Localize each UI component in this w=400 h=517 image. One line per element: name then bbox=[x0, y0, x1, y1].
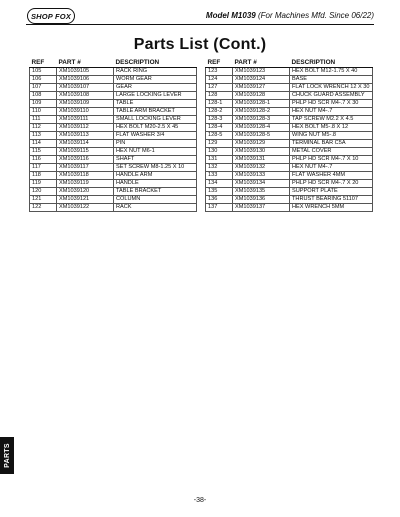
cell-part-number: XM1039134 bbox=[233, 180, 290, 188]
cell-ref: 128 bbox=[206, 92, 233, 100]
table-row bbox=[206, 164, 373, 172]
logo-text: SHOP FOX bbox=[30, 11, 72, 21]
table-header-row bbox=[30, 58, 197, 68]
table-row bbox=[206, 108, 373, 116]
table-row bbox=[30, 124, 197, 132]
cell-ref: 136 bbox=[206, 196, 233, 204]
cell-ref: 128-1 bbox=[206, 100, 233, 108]
cell-description: WORM GEAR bbox=[114, 76, 197, 84]
column-header-description: DESCRIPTION bbox=[290, 58, 373, 68]
table-row bbox=[30, 204, 197, 212]
cell-ref: 135 bbox=[206, 188, 233, 196]
cell-description: FLAT WASHER 3/4 bbox=[114, 132, 197, 140]
cell-ref: 134 bbox=[206, 180, 233, 188]
cell-description: HEX NUT M6-1 bbox=[114, 148, 197, 156]
cell-ref: 137 bbox=[206, 204, 233, 212]
table-row bbox=[30, 92, 197, 100]
cell-description: TABLE BRACKET bbox=[114, 188, 197, 196]
cell-part-number: XM1039109 bbox=[57, 100, 114, 108]
cell-ref: 133 bbox=[206, 172, 233, 180]
table-row bbox=[206, 92, 373, 100]
cell-part-number: XM1039116 bbox=[57, 156, 114, 164]
column-header-part: PART # bbox=[233, 58, 290, 68]
cell-ref: 128-3 bbox=[206, 116, 233, 124]
cell-part-number: XM1039131 bbox=[233, 156, 290, 164]
parts-table-right bbox=[205, 58, 373, 212]
cell-part-number: XM1039122 bbox=[57, 204, 114, 212]
cell-description: THRUST BEARING 51107 bbox=[290, 196, 373, 204]
table-row bbox=[30, 132, 197, 140]
table-row bbox=[30, 84, 197, 92]
parts-tables bbox=[29, 58, 373, 212]
cell-ref: 122 bbox=[30, 204, 57, 212]
cell-part-number: XM1039127 bbox=[233, 84, 290, 92]
cell-ref: 131 bbox=[206, 156, 233, 164]
cell-ref: 106 bbox=[30, 76, 57, 84]
cell-part-number: XM1039132 bbox=[233, 164, 290, 172]
cell-ref: 121 bbox=[30, 196, 57, 204]
cell-part-number: XM1039136 bbox=[233, 196, 290, 204]
table-row bbox=[30, 140, 197, 148]
cell-ref: 120 bbox=[30, 188, 57, 196]
page-title: Parts List (Cont.) bbox=[133, 36, 267, 53]
cell-part-number: XM1039114 bbox=[57, 140, 114, 148]
table-row bbox=[206, 116, 373, 124]
cell-part-number: XM1039128 bbox=[233, 92, 290, 100]
cell-ref: 129 bbox=[206, 140, 233, 148]
table-row bbox=[206, 172, 373, 180]
table-row bbox=[30, 156, 197, 164]
cell-ref: 107 bbox=[30, 84, 57, 92]
table-row bbox=[30, 76, 197, 84]
cell-description: HEX NUT M4-.7 bbox=[290, 108, 373, 116]
cell-description: CHUCK GUARD ASSEMBLY bbox=[290, 92, 373, 100]
cell-ref: 117 bbox=[30, 164, 57, 172]
table-row bbox=[206, 84, 373, 92]
cell-description: RACK bbox=[114, 204, 197, 212]
table-row bbox=[206, 148, 373, 156]
cell-description: SUPPORT PLATE bbox=[290, 188, 373, 196]
table-row bbox=[30, 164, 197, 172]
cell-description: SET SCREW M8-1.25 X 10 bbox=[114, 164, 197, 172]
cell-part-number: XM1039111 bbox=[57, 116, 114, 124]
header-divider bbox=[26, 24, 374, 25]
cell-description: TABLE ARM BRACKET bbox=[114, 108, 197, 116]
cell-part-number: XM1039128-1 bbox=[233, 100, 290, 108]
cell-description: TABLE bbox=[114, 100, 197, 108]
table-row bbox=[30, 188, 197, 196]
table-row bbox=[206, 100, 373, 108]
model-note: (For Machines Mfd. Since 06/22) bbox=[257, 11, 374, 20]
model-header bbox=[206, 11, 374, 20]
cell-ref: 116 bbox=[30, 156, 57, 164]
cell-ref: 105 bbox=[30, 68, 57, 76]
cell-description: BASE bbox=[290, 76, 373, 84]
table-row bbox=[206, 204, 373, 212]
table-row bbox=[30, 100, 197, 108]
cell-description: COLUMN bbox=[114, 196, 197, 204]
cell-part-number: XM1039113 bbox=[57, 132, 114, 140]
column-header-ref: REF bbox=[30, 58, 57, 68]
cell-ref: 128-5 bbox=[206, 132, 233, 140]
cell-description: HEX BOLT M12-1.75 X 40 bbox=[290, 68, 373, 76]
cell-description: LARGE LOCKING LEVER bbox=[114, 92, 197, 100]
cell-part-number: XM1039120 bbox=[57, 188, 114, 196]
cell-ref: 114 bbox=[30, 140, 57, 148]
cell-description: PHLP HD SCR M4-.7 X 30 bbox=[290, 100, 373, 108]
cell-description: HEX WRENCH 5MM bbox=[290, 204, 373, 212]
table-row bbox=[206, 68, 373, 76]
table-row bbox=[206, 140, 373, 148]
cell-part-number: XM1039118 bbox=[57, 172, 114, 180]
cell-ref: 109 bbox=[30, 100, 57, 108]
table-row bbox=[30, 108, 197, 116]
cell-ref: 128-2 bbox=[206, 108, 233, 116]
page-number: -38- bbox=[193, 497, 207, 504]
cell-description: PHLP HD SCR M4-.7 X 10 bbox=[290, 156, 373, 164]
cell-description: PHLP HD SCR M4-.7 X 20 bbox=[290, 180, 373, 188]
cell-part-number: XM1039107 bbox=[57, 84, 114, 92]
cell-ref: 119 bbox=[30, 180, 57, 188]
cell-description: HEX NUT M4-.7 bbox=[290, 164, 373, 172]
cell-description: METAL COVER bbox=[290, 148, 373, 156]
cell-part-number: XM1039121 bbox=[57, 196, 114, 204]
cell-description: SMALL LOCKING LEVER bbox=[114, 116, 197, 124]
table-row bbox=[30, 172, 197, 180]
parts-section-tab bbox=[0, 437, 14, 474]
table-row bbox=[206, 76, 373, 84]
cell-description: GEAR bbox=[114, 84, 197, 92]
table-header-row bbox=[206, 58, 373, 68]
cell-description: HEX BOLT M20-2.5 X 45 bbox=[114, 124, 197, 132]
table-row bbox=[206, 124, 373, 132]
cell-part-number: XM1039115 bbox=[57, 148, 114, 156]
column-header-description: DESCRIPTION bbox=[114, 58, 197, 68]
cell-part-number: XM1039124 bbox=[233, 76, 290, 84]
table-row bbox=[206, 156, 373, 164]
cell-ref: 115 bbox=[30, 148, 57, 156]
cell-part-number: XM1039105 bbox=[57, 68, 114, 76]
cell-ref: 113 bbox=[30, 132, 57, 140]
cell-description: RACK RING bbox=[114, 68, 197, 76]
cell-description: TERMINAL BAR C5A bbox=[290, 140, 373, 148]
cell-part-number: XM1039128-5 bbox=[233, 132, 290, 140]
cell-description: HEX BOLT M5-.8 X 12 bbox=[290, 124, 373, 132]
cell-description: FLAT WASHER 4MM bbox=[290, 172, 373, 180]
cell-part-number: XM1039135 bbox=[233, 188, 290, 196]
cell-description: SHAFT bbox=[114, 156, 197, 164]
table-row bbox=[30, 148, 197, 156]
table-row bbox=[206, 132, 373, 140]
cell-part-number: XM1039106 bbox=[57, 76, 114, 84]
cell-ref: 110 bbox=[30, 108, 57, 116]
cell-part-number: XM1039119 bbox=[57, 180, 114, 188]
column-header-part: PART # bbox=[57, 58, 114, 68]
parts-table-right-body bbox=[206, 68, 373, 212]
cell-part-number: XM1039128-4 bbox=[233, 124, 290, 132]
cell-part-number: XM1039117 bbox=[57, 164, 114, 172]
table-row bbox=[30, 68, 197, 76]
side-tab-label: PARTS bbox=[3, 443, 11, 468]
cell-ref: 118 bbox=[30, 172, 57, 180]
cell-description: HANDLE bbox=[114, 180, 197, 188]
cell-description: HANDLE ARM bbox=[114, 172, 197, 180]
cell-part-number: XM1039130 bbox=[233, 148, 290, 156]
cell-part-number: XM1039137 bbox=[233, 204, 290, 212]
table-row bbox=[30, 180, 197, 188]
cell-ref: 127 bbox=[206, 84, 233, 92]
cell-ref: 130 bbox=[206, 148, 233, 156]
cell-ref: 111 bbox=[30, 116, 57, 124]
cell-ref: 108 bbox=[30, 92, 57, 100]
cell-description: WING NUT M5-.8 bbox=[290, 132, 373, 140]
cell-part-number: XM1039128-2 bbox=[233, 108, 290, 116]
column-header-ref: REF bbox=[206, 58, 233, 68]
cell-part-number: XM1039123 bbox=[233, 68, 290, 76]
cell-ref: 112 bbox=[30, 124, 57, 132]
cell-description: PIN bbox=[114, 140, 197, 148]
shop-fox-logo bbox=[27, 8, 75, 24]
cell-ref: 124 bbox=[206, 76, 233, 84]
cell-ref: 128-4 bbox=[206, 124, 233, 132]
table-row bbox=[206, 188, 373, 196]
cell-ref: 132 bbox=[206, 164, 233, 172]
cell-ref: 123 bbox=[206, 68, 233, 76]
model-number: Model M1039 bbox=[205, 11, 256, 20]
cell-part-number: XM1039108 bbox=[57, 92, 114, 100]
cell-part-number: XM1039129 bbox=[233, 140, 290, 148]
cell-part-number: XM1039112 bbox=[57, 124, 114, 132]
parts-table-left bbox=[29, 58, 197, 212]
parts-table-left-body bbox=[30, 68, 197, 212]
cell-description: TAP SCREW M2.2 X 4.5 bbox=[290, 116, 373, 124]
cell-description: FLAT LOCK WRENCH 12 X 30 bbox=[290, 84, 373, 92]
table-row bbox=[30, 116, 197, 124]
cell-part-number: XM1039110 bbox=[57, 108, 114, 116]
cell-part-number: XM1039133 bbox=[233, 172, 290, 180]
table-row bbox=[206, 180, 373, 188]
cell-part-number: XM1039128-3 bbox=[233, 116, 290, 124]
table-row bbox=[206, 196, 373, 204]
table-row bbox=[30, 196, 197, 204]
